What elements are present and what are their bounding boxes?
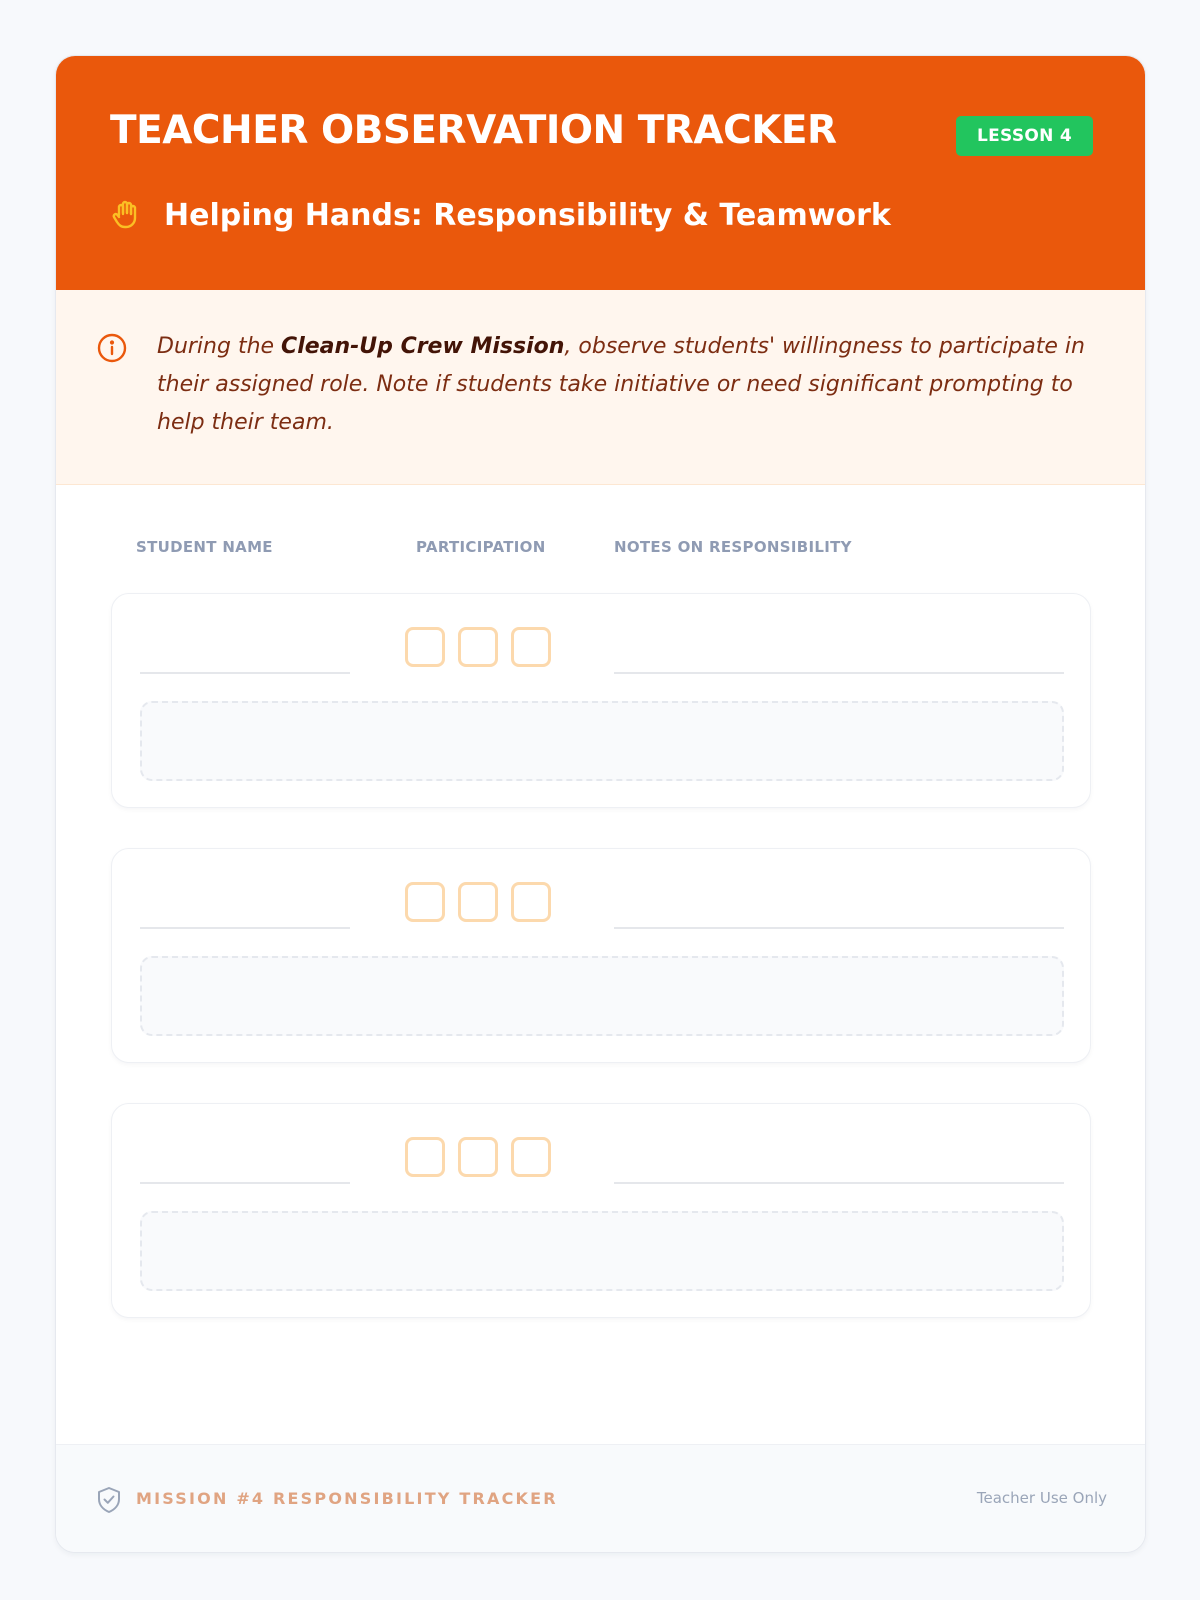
student-row <box>111 593 1091 808</box>
student-name-field[interactable] <box>140 927 350 929</box>
column-header-participation: PARTICIPATION <box>416 538 546 556</box>
hand-icon <box>110 198 144 232</box>
participation-checkbox[interactable] <box>511 627 551 667</box>
instructions-panel <box>56 290 1145 485</box>
notes-field[interactable] <box>140 701 1064 781</box>
participation-boxes <box>405 1137 564 1177</box>
footer-note: Teacher Use Only <box>976 1489 1107 1507</box>
column-header-student-name: STUDENT NAME <box>136 538 273 556</box>
page-title: TEACHER OBSERVATION TRACKER <box>110 108 837 153</box>
participation-checkbox[interactable] <box>405 1137 445 1177</box>
student-row <box>111 1103 1091 1318</box>
notes-line-field[interactable] <box>614 1182 1064 1184</box>
column-header-notes: NOTES ON RESPONSIBILITY <box>614 538 852 556</box>
student-name-field[interactable] <box>140 672 350 674</box>
participation-checkbox[interactable] <box>458 1137 498 1177</box>
student-row <box>111 848 1091 1063</box>
subtitle-row <box>110 190 891 240</box>
footer-tracker-label: MISSION #4 RESPONSIBILITY TRACKER <box>136 1489 558 1508</box>
participation-checkbox[interactable] <box>405 882 445 922</box>
header <box>56 56 1145 290</box>
instructions-prefix: During the <box>157 334 282 359</box>
participation-boxes <box>405 627 564 667</box>
participation-checkbox[interactable] <box>405 627 445 667</box>
footer <box>56 1444 1145 1552</box>
lesson-badge: LESSON 4 <box>956 116 1093 156</box>
notes-field[interactable] <box>140 1211 1064 1291</box>
participation-checkbox[interactable] <box>511 1137 551 1177</box>
observation-tracker-card <box>55 55 1146 1553</box>
student-name-field[interactable] <box>140 1182 350 1184</box>
mission-name: Clean-Up Crew Mission <box>281 334 565 359</box>
shield-check-icon <box>96 1486 122 1514</box>
notes-line-field[interactable] <box>614 927 1064 929</box>
instructions-text <box>157 328 1087 442</box>
participation-checkbox[interactable] <box>511 882 551 922</box>
notes-line-field[interactable] <box>614 672 1064 674</box>
info-icon <box>96 332 128 364</box>
participation-checkbox[interactable] <box>458 882 498 922</box>
participation-checkbox[interactable] <box>458 627 498 667</box>
notes-field[interactable] <box>140 956 1064 1036</box>
lesson-subtitle: Helping Hands: Responsibility & Teamwork <box>164 197 891 233</box>
participation-boxes <box>405 882 564 922</box>
column-headers <box>56 538 1145 564</box>
instructions-suffix: , observe students' willingness to participate in their assigned role. Note if students take initiative or need significant prompting to help their team. <box>157 334 1085 435</box>
